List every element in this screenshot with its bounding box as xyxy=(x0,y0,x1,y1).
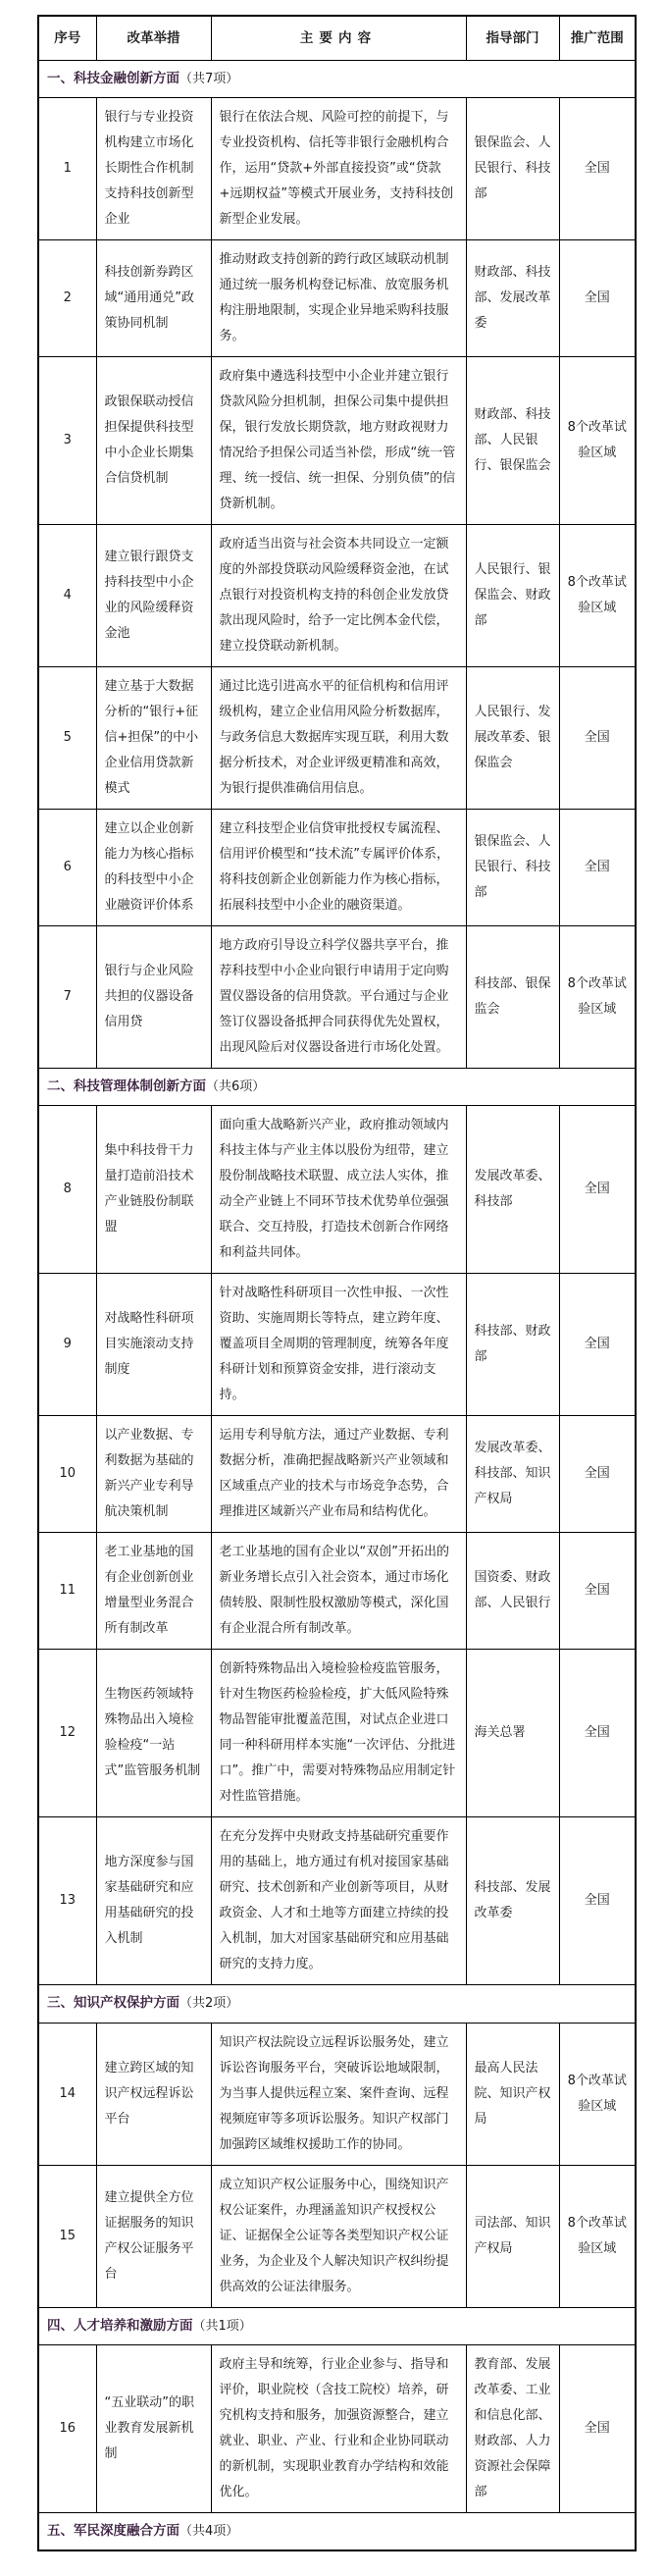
table-row xyxy=(38,1650,636,1817)
main-content-cell: 推动财政支持创新的跨行政区域联动机制通过统一服务机构登记标准、放宽服务机构注册地限制，实现企业异地采购科技服务。 xyxy=(211,240,466,357)
main-content-cell: 知识产权法院设立远程诉讼服务处，建立诉讼咨询服务平台，突破诉讼地域限制，为当事人提供远程立案、案件查询、远程视频庭审等多项诉讼服务。知识产权部门加强跨区域维权援助工作的协同。 xyxy=(211,2023,466,2165)
guiding-department-cell: 科技部、银保监会 xyxy=(466,926,559,1069)
guiding-department-cell: 财政部、科技部、发展改革委 xyxy=(466,240,559,357)
section-item-count: （共4项） xyxy=(179,2523,239,2539)
promotion-scope-cell: 全国 xyxy=(559,1817,636,1985)
promotion-scope-cell: 全国 xyxy=(559,1533,636,1650)
guiding-department-cell: 财政部、科技部、人民银行、银保监会 xyxy=(466,357,559,525)
row-number-cell: 10 xyxy=(38,1416,96,1533)
row-number-cell: 8 xyxy=(38,1106,96,1274)
guiding-department-cell: 发展改革委、科技部 xyxy=(466,1106,559,1274)
reform-measure-cell: 对战略性科研项目实施滚动支持制度 xyxy=(96,1274,211,1416)
guiding-department-cell: 发展改革委、科技部、知识产权局 xyxy=(466,1416,559,1533)
main-content-cell: 政府集中遴选科技型中小企业并建立银行贷款风险分担机制，担保公司集中提供担保，银行发放长期贷款，地方财政视财力情况给予担保公司适当补偿，形成“统一管理、统一授信、统一担保、分别负债”的信贷新机制。 xyxy=(211,357,466,525)
guiding-department-cell: 人民银行、银保监会、财政部 xyxy=(466,525,559,667)
table-row xyxy=(38,1817,636,1985)
section-header-cell xyxy=(38,61,636,98)
reform-measure-cell: 科技创新券跨区域“通用通兑”政策协同机制 xyxy=(96,240,211,357)
main-content-cell: 成立知识产权公证服务中心，围绕知识产权公证案件，办理涵盖知识产权授权公证、证据保全公证等各类型知识产权公证业务，为企业及个人解决知识产权纠纷提供高效的公证法律服务。 xyxy=(211,2165,466,2307)
row-number-cell: 7 xyxy=(38,926,96,1069)
guiding-department-cell: 人民银行、发展改革委、银保监会 xyxy=(466,667,559,810)
main-content-cell: 政府适当出资与社会资本共同设立一定额度的外部投贷联动风险缓释资金池，在试点银行对投资机构支持的科创企业发放贷款出现风险时，给予一定比例本金代偿，建立投贷联动新机制。 xyxy=(211,525,466,667)
main-content-cell: 政府主导和统筹，行业企业参与、指导和评价，职业院校（含技工院校）培养，研究机构支持和服务，加强资源整合，建立就业、职业、产业、行业和企业协同联动的新机制，实现职业教育办学结构和效能优化。 xyxy=(211,2344,466,2512)
table-row xyxy=(38,525,636,667)
main-content-cell: 针对战略性科研项目一次性申报、一次性资助、实施周期长等特点，建立跨年度、覆盖项目全周期的管理制度，统筹各年度科研计划和预算资金安排，进行滚动支持。 xyxy=(211,1274,466,1416)
promotion-scope-cell: 全国 xyxy=(559,98,636,240)
guiding-department-cell: 科技部、财政部 xyxy=(466,1274,559,1416)
table-row xyxy=(38,2165,636,2307)
row-number-cell: 9 xyxy=(38,1274,96,1416)
promotion-scope-cell: 全国 xyxy=(559,1416,636,1533)
main-content-cell: 面向重大战略新兴产业，政府推动领域内科技主体与产业主体以股份为纽带，建立股份制战略技术联盟、成立法人实体，推动全产业链上不同环节技术优势单位强强联合、交互持股，打造技术创新合作网络和利益共同体。 xyxy=(211,1106,466,1274)
main-content-cell: 通过比选引进高水平的征信机构和信用评级机构，建立企业信用风险分析数据库，与政务信息大数据库实现互联，利用大数据分析技术，对企业评级更精准和高效，为银行提供准确信用信息。 xyxy=(211,667,466,810)
guiding-department-cell: 教育部、发展改革委、工业和信息化部、财政部、人力资源社会保障部 xyxy=(466,2344,559,2512)
guiding-department-cell: 科技部、发展改革委 xyxy=(466,1817,559,1985)
reform-measure-cell: 以产业数据、专利数据为基础的新兴产业专利导航决策机制 xyxy=(96,1416,211,1533)
table-row xyxy=(38,2023,636,2165)
header-reform-measure: 改革举措 xyxy=(96,16,211,61)
main-content-cell: 在充分发挥中央财政支持基础研究重要作用的基础上，地方通过有机对接国家基础研究、技术创新和产业创新等项目，从财政资金、人才和土地等方面建立持续的投入机制，加大对国家基础研究和应用基础研究的支持力度。 xyxy=(211,1817,466,1985)
table-row xyxy=(38,1416,636,1533)
section-header-row xyxy=(38,1985,636,2023)
reform-measures-table xyxy=(37,15,637,2551)
section-item-count: （共7项） xyxy=(179,72,239,86)
row-number-cell: 15 xyxy=(38,2165,96,2307)
section-header-cell xyxy=(38,1985,636,2023)
section-header-cell xyxy=(38,1069,636,1106)
main-content-cell: 银行在依法合规、风险可控的前提下，与专业投资机构、信托等非银行金融机构合作，运用“贷款+外部直接投资”或“贷款+远期权益”等模式开展业务，支持科技创新型企业发展。 xyxy=(211,98,466,240)
row-number-cell: 4 xyxy=(38,525,96,667)
promotion-scope-cell: 全国 xyxy=(559,810,636,926)
section-item-count: （共1项） xyxy=(192,2318,252,2334)
promotion-scope-cell: 全国 xyxy=(559,2344,636,2512)
header-promotion-scope: 推广范围 xyxy=(559,16,636,61)
guiding-department-cell: 最高人民法院、知识产权局 xyxy=(466,2023,559,2165)
promotion-scope-cell: 8个改革试验区域 xyxy=(559,2165,636,2307)
guiding-department-cell: 国资委、财政部、人民银行 xyxy=(466,1533,559,1650)
section-item-count: （共6项） xyxy=(206,1079,266,1095)
row-number-cell: 12 xyxy=(38,1650,96,1817)
row-number-cell: 6 xyxy=(38,810,96,926)
row-number-cell: 11 xyxy=(38,1533,96,1650)
guiding-department-cell: 海关总署 xyxy=(466,1650,559,1817)
section-title: 四、人才培养和激励方面 xyxy=(47,2317,193,2334)
reform-measure-cell: 银行与企业风险共担的仪器设备信用贷 xyxy=(96,926,211,1069)
table-row xyxy=(38,1274,636,1416)
promotion-scope-cell: 全国 xyxy=(559,1650,636,1817)
section-header-cell xyxy=(38,2512,636,2550)
main-content-cell: 创新特殊物品出入境检验检疫监管服务，针对生物医药检验检疫，扩大低风险特殊物品智能审批覆盖范围，对试点企业进口同一种科研用样本实施“一次评估、分批进口”。推广中，需要对特殊物品应用制定针对性监管措施。 xyxy=(211,1650,466,1817)
guiding-department-cell: 银保监会、人民银行、科技部 xyxy=(466,810,559,926)
table-row xyxy=(38,2344,636,2512)
guiding-department-cell: 司法部、知识产权局 xyxy=(466,2165,559,2307)
header-guiding-department: 指导部门 xyxy=(466,16,559,61)
table-row xyxy=(38,98,636,240)
table-row xyxy=(38,1106,636,1274)
reform-measure-cell: “五业联动”的职业教育发展新机制 xyxy=(96,2344,211,2512)
guiding-department-cell: 银保监会、人民银行、科技部 xyxy=(466,98,559,240)
promotion-scope-cell: 8个改革试验区域 xyxy=(559,525,636,667)
row-number-cell: 5 xyxy=(38,667,96,810)
row-number-cell: 16 xyxy=(38,2344,96,2512)
section-header-row xyxy=(38,1069,636,1106)
table-row xyxy=(38,1533,636,1650)
table-row xyxy=(38,240,636,357)
main-content-cell: 建立科技型企业信贷审批授权专属流程、信用评价模型和“技术流”专属评价体系，将科技创新企业创新能力作为核心指标，拓展科技型中小企业的融资渠道。 xyxy=(211,810,466,926)
reform-measure-cell: 政银保联动授信担保提供科技型中小企业长期集合信贷机制 xyxy=(96,357,211,525)
section-header-row xyxy=(38,2512,636,2550)
section-title: 一、科技金融创新方面 xyxy=(47,71,179,86)
header-main-content: 主要内容 xyxy=(211,16,466,61)
reform-measure-cell: 生物医药领域特殊物品出入境检验检疫“一站式”监管服务机制 xyxy=(96,1650,211,1817)
main-content-cell: 运用专利导航方法，通过产业数据、专利数据分析，准确把握战略新兴产业领域和区域重点产业的技术与市场竞争态势，合理推进区域新兴产业布局和结构优化。 xyxy=(211,1416,466,1533)
table-row xyxy=(38,357,636,525)
promotion-scope-cell: 全国 xyxy=(559,667,636,810)
row-number-cell: 13 xyxy=(38,1817,96,1985)
reform-measure-cell: 建立银行跟贷支持科技型中小企业的风险缓释资金池 xyxy=(96,525,211,667)
promotion-scope-cell: 8个改革试验区域 xyxy=(559,357,636,525)
main-content-cell: 老工业基地的国有企业以“双创”开拓出的新业务增长点引入社会资本，通过市场化债转股、限制性股权激励等模式，深化国有企业混合所有制改革。 xyxy=(211,1533,466,1650)
promotion-scope-cell: 全国 xyxy=(559,1274,636,1416)
section-header-row xyxy=(38,2307,636,2344)
section-header-cell xyxy=(38,2307,636,2344)
column-header-row xyxy=(38,16,636,61)
table-row xyxy=(38,667,636,810)
reform-measure-cell: 地方深度参与国家基础研究和应用基础研究的投入机制 xyxy=(96,1817,211,1985)
promotion-scope-cell: 全国 xyxy=(559,240,636,357)
section-title: 五、军民深度融合方面 xyxy=(47,2522,179,2539)
reform-measure-cell: 建立基于大数据分析的“银行+征信+担保”的中小企业信用贷款新模式 xyxy=(96,667,211,810)
promotion-scope-cell: 8个改革试验区域 xyxy=(559,926,636,1069)
header-serial-number: 序号 xyxy=(38,16,96,61)
section-title: 三、知识产权保护方面 xyxy=(47,1995,179,2012)
row-number-cell: 1 xyxy=(38,98,96,240)
table-row xyxy=(38,926,636,1069)
promotion-scope-cell: 8个改革试验区域 xyxy=(559,2023,636,2165)
section-item-count: （共2项） xyxy=(179,1996,239,2012)
section-title: 二、科技管理体制创新方面 xyxy=(47,1078,206,1095)
reform-measure-cell: 建立跨区域的知识产权远程诉讼平台 xyxy=(96,2023,211,2165)
promotion-scope-cell: 全国 xyxy=(559,1106,636,1274)
row-number-cell: 2 xyxy=(38,240,96,357)
reform-measure-cell: 老工业基地的国有企业创新创业增量型业务混合所有制改革 xyxy=(96,1533,211,1650)
reform-measure-cell: 银行与专业投资机构建立市场化长期性合作机制支持科技创新型企业 xyxy=(96,98,211,240)
main-content-cell: 地方政府引导设立科学仪器共享平台，推荐科技型中小企业向银行申请用于定向购置仪器设备的信用贷款。平台通过与企业签订仪器设备抵押合同获得优先处置权，出现风险后对仪器设备进行市场化处置。 xyxy=(211,926,466,1069)
reform-measures-table-wrap xyxy=(37,15,635,2551)
section-header-row xyxy=(38,61,636,98)
reform-measure-cell: 建立以企业创新能力为核心指标的科技型中小企业融资评价体系 xyxy=(96,810,211,926)
row-number-cell: 14 xyxy=(38,2023,96,2165)
reform-measure-cell: 集中科技骨干力量打造前沿技术产业链股份制联盟 xyxy=(96,1106,211,1274)
reform-measure-cell: 建立提供全方位证据服务的知识产权公证服务平台 xyxy=(96,2165,211,2307)
table-row xyxy=(38,810,636,926)
row-number-cell: 3 xyxy=(38,357,96,525)
